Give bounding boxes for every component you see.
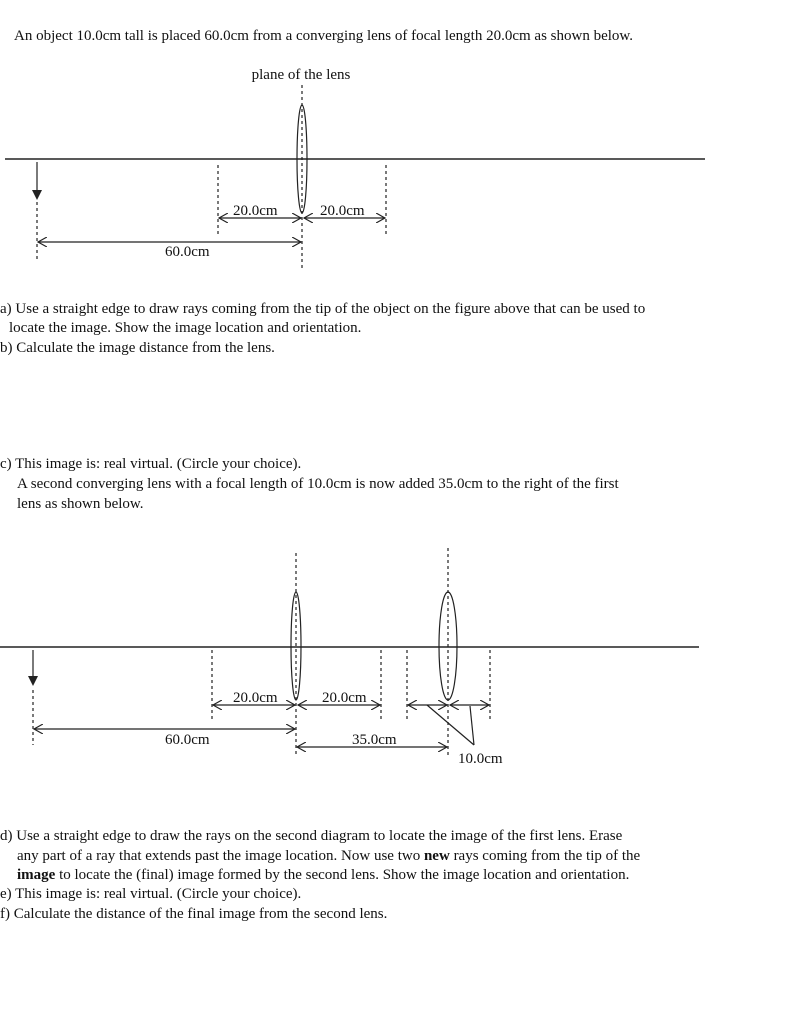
- question-f: f) Calculate the distance of the final image from the second lens.: [0, 906, 388, 922]
- fig2-focal-left-label: 20.0cm: [233, 690, 278, 706]
- text: rays coming from the tip of the: [449, 848, 641, 864]
- question-a-line2: locate the image. Show the image location and orientation.: [9, 320, 362, 336]
- focal-length-right-label: 20.0cm: [320, 203, 365, 219]
- fig2-object-distance-label: 60.0cm: [165, 732, 210, 748]
- question-e: e) This image is: real virtual. (Circle your choice).: [0, 886, 302, 902]
- question-c-line2: A second converging lens with a focal length of 10.0cm is now added 35.0cm to the right of the first: [17, 476, 619, 492]
- question-c-line1: c) This image is: real virtual. (Circle your choice).: [0, 456, 302, 472]
- question-d-line2: [17, 847, 640, 865]
- intro-text: An object 10.0cm tall is placed 60.0cm from a converging lens of focal length 20.0cm as shown below.: [14, 28, 634, 44]
- text: to locate the (final) image formed by the second lens. Show the image location and orientation.: [55, 867, 630, 883]
- lens-separation-label: 35.0cm: [352, 732, 397, 748]
- question-b: b) Calculate the image distance from the lens.: [0, 340, 275, 356]
- lens2-focal-label: 10.0cm: [458, 751, 503, 767]
- lens-figure-2: [0, 548, 699, 755]
- object-distance-label: 60.0cm: [165, 244, 210, 260]
- text: any part of a ray that extends past the image location. Now use two: [17, 848, 424, 864]
- question-d-line1: d) Use a straight edge to draw the rays on the second diagram to locate the image of the first lens. Erase: [0, 828, 623, 844]
- question-a-line1: a) Use a straight edge to draw rays coming from the tip of the object on the figure above that can be used to: [0, 301, 646, 317]
- emphasis-image: image: [17, 867, 56, 883]
- question-c-line3: lens as shown below.: [17, 496, 144, 512]
- emphasis-new: new: [423, 848, 450, 864]
- lens-plane-label: plane of the lens: [251, 67, 351, 83]
- fig2-focal-right-label: 20.0cm: [322, 690, 367, 706]
- focal-length-left-label: 20.0cm: [233, 203, 278, 219]
- question-d-line3: [17, 866, 629, 884]
